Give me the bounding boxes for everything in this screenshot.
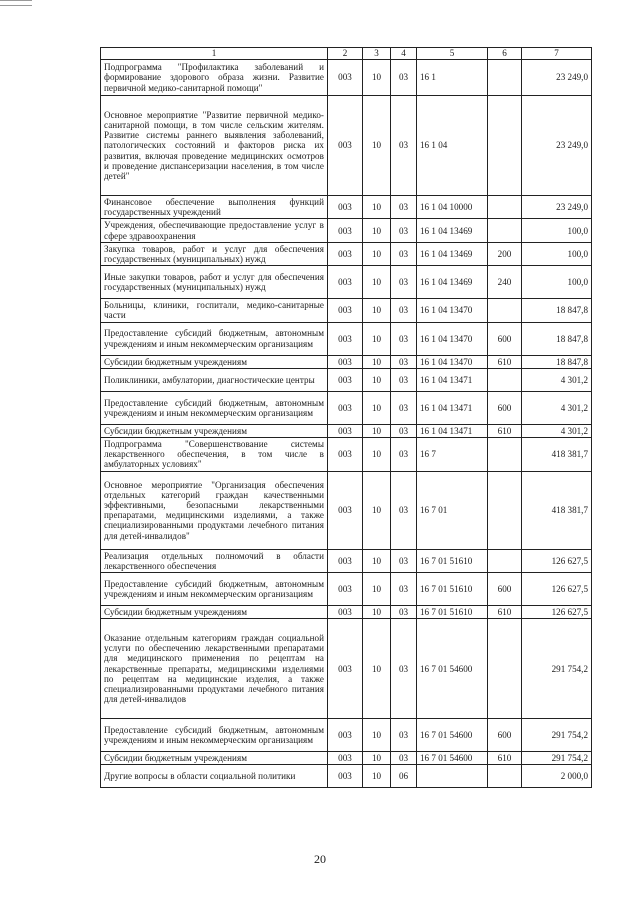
row-target-article: 16 1 04 13470 [417, 355, 488, 368]
row-section-code: 10 [363, 242, 391, 265]
row-name-cell: Субсидии бюджетным учреждениям [101, 424, 328, 437]
row-section-code: 10 [363, 60, 391, 96]
row-expense-type: 200 [488, 242, 522, 265]
row-expense-type [488, 765, 522, 788]
row-ved-code: 003 [328, 438, 363, 472]
table-row [101, 299, 592, 322]
row-expense-type: 600 [488, 719, 522, 752]
table-row [101, 219, 592, 242]
row-section-code: 10 [363, 299, 391, 322]
row-expense-type [488, 219, 522, 242]
row-ved-code: 003 [328, 355, 363, 368]
row-name-cell: Учреждения, обеспечивающие предоставление услуг в сфере здравоохранения [101, 219, 328, 242]
row-subsection-code: 03 [391, 424, 417, 437]
row-expense-type [488, 438, 522, 472]
row-section-code: 10 [363, 322, 391, 355]
row-target-article: 16 7 01 51610 [417, 573, 488, 606]
row-amount: 291 754,2 [522, 619, 592, 719]
row-target-article [417, 765, 488, 788]
row-target-article: 16 1 04 13469 [417, 242, 488, 265]
row-section-code: 10 [363, 355, 391, 368]
table-row [101, 752, 592, 765]
table-row [101, 438, 592, 472]
row-section-code: 10 [363, 606, 391, 619]
row-name-cell: Субсидии бюджетным учреждениям [101, 606, 328, 619]
row-subsection-code: 03 [391, 60, 417, 96]
row-ved-code: 003 [328, 219, 363, 242]
row-ved-code: 003 [328, 549, 363, 572]
row-target-article: 16 1 [417, 60, 488, 96]
row-section-code: 10 [363, 391, 391, 424]
row-subsection-code: 03 [391, 266, 417, 299]
row-ved-code: 003 [328, 765, 363, 788]
row-expense-type: 600 [488, 573, 522, 606]
row-subsection-code: 03 [391, 355, 417, 368]
row-target-article: 16 7 01 51610 [417, 606, 488, 619]
row-target-article: 16 7 01 51610 [417, 549, 488, 572]
table-row [101, 573, 592, 606]
header-cell-5: 5 [417, 48, 488, 60]
row-ved-code: 003 [328, 573, 363, 606]
row-expense-type [488, 196, 522, 219]
table-row [101, 355, 592, 368]
header-cell-3: 3 [363, 48, 391, 60]
row-expense-type: 610 [488, 424, 522, 437]
row-target-article: 16 1 04 13471 [417, 424, 488, 437]
row-amount: 4 301,2 [522, 368, 592, 391]
row-name-cell: Основное мероприятие "Развитие первичной медико-санитарной помощи, в том числе сельским жителям. Развитие системы раннего выявления заболеваний, патологических состояний и факторов риска их развития, включая проведение медицинских осмотров и проведение диспансеризации населения, в том числе детей" [101, 96, 328, 196]
header-cell-4: 4 [391, 48, 417, 60]
row-subsection-code: 03 [391, 619, 417, 719]
row-name-cell: Закупка товаров, работ и услуг для обеспечения государственных (муниципальных) нужд [101, 242, 328, 265]
row-subsection-code: 03 [391, 391, 417, 424]
row-subsection-code: 03 [391, 96, 417, 196]
row-ved-code: 003 [328, 424, 363, 437]
row-subsection-code: 03 [391, 322, 417, 355]
row-expense-type: 610 [488, 355, 522, 368]
row-expense-type: 610 [488, 606, 522, 619]
row-amount: 100,0 [522, 266, 592, 299]
row-section-code: 10 [363, 96, 391, 196]
row-section-code: 10 [363, 438, 391, 472]
row-expense-type [488, 96, 522, 196]
table-header-row [101, 48, 592, 60]
row-amount: 291 754,2 [522, 719, 592, 752]
row-amount: 18 847,8 [522, 299, 592, 322]
row-amount: 2 000,0 [522, 765, 592, 788]
row-name-cell: Предоставление субсидий бюджетным, автономным учреждениям и иным некоммерческим организациям [101, 573, 328, 606]
row-subsection-code: 03 [391, 606, 417, 619]
row-ved-code: 003 [328, 196, 363, 219]
row-amount: 100,0 [522, 219, 592, 242]
row-expense-type [488, 549, 522, 572]
row-expense-type [488, 299, 522, 322]
row-section-code: 10 [363, 266, 391, 299]
row-subsection-code: 03 [391, 752, 417, 765]
row-name-cell: Больницы, клиники, госпитали, медико-санитарные части [101, 299, 328, 322]
row-ved-code: 003 [328, 322, 363, 355]
row-amount: 23 249,0 [522, 96, 592, 196]
row-subsection-code: 03 [391, 219, 417, 242]
row-name-cell: Финансовое обеспечение выполнения функций государственных учреждений [101, 196, 328, 219]
row-ved-code: 003 [328, 266, 363, 299]
table-row [101, 196, 592, 219]
row-ved-code: 003 [328, 471, 363, 549]
row-target-article: 16 7 01 [417, 471, 488, 549]
table-row [101, 765, 592, 788]
row-section-code: 10 [363, 219, 391, 242]
row-amount: 18 847,8 [522, 322, 592, 355]
row-amount: 418 381,7 [522, 471, 592, 549]
table-row [101, 619, 592, 719]
row-subsection-code: 03 [391, 196, 417, 219]
row-target-article: 16 7 [417, 438, 488, 472]
row-subsection-code: 03 [391, 549, 417, 572]
table-row [101, 391, 592, 424]
row-expense-type [488, 619, 522, 719]
row-section-code: 10 [363, 573, 391, 606]
row-amount: 4 301,2 [522, 391, 592, 424]
row-section-code: 10 [363, 619, 391, 719]
row-subsection-code: 03 [391, 438, 417, 472]
row-name-cell: Предоставление субсидий бюджетным, автономным учреждениям и иным некоммерческим организациям [101, 719, 328, 752]
row-name-cell: Реализация отдельных полномочий в области лекарственного обеспечения [101, 549, 328, 572]
row-expense-type: 600 [488, 391, 522, 424]
row-expense-type: 610 [488, 752, 522, 765]
row-ved-code: 003 [328, 299, 363, 322]
row-target-article: 16 1 04 13471 [417, 368, 488, 391]
row-ved-code: 003 [328, 242, 363, 265]
row-amount: 126 627,5 [522, 573, 592, 606]
row-section-code: 10 [363, 368, 391, 391]
row-amount: 126 627,5 [522, 549, 592, 572]
row-name-cell: Субсидии бюджетным учреждениям [101, 752, 328, 765]
header-cell-7: 7 [522, 48, 592, 60]
row-subsection-code: 03 [391, 471, 417, 549]
table-row [101, 549, 592, 572]
row-ved-code: 003 [328, 619, 363, 719]
row-expense-type: 600 [488, 322, 522, 355]
row-ved-code: 003 [328, 606, 363, 619]
table-row [101, 424, 592, 437]
row-target-article: 16 1 04 13470 [417, 299, 488, 322]
budget-table [100, 47, 592, 788]
row-amount: 100,0 [522, 242, 592, 265]
row-ved-code: 003 [328, 719, 363, 752]
row-name-cell: Подпрограмма "Совершенствование системы лекарственного обеспечения, в том числе в амбулаторных условиях" [101, 438, 328, 472]
row-name-cell: Оказание отдельным категориям граждан социальной услуги по обеспечению лекарственными препаратами для медицинского применения по рецептам на лекарственные препараты, медицинскими изделиями по рецептам на медицинские изделия, а также специализированными продуктами лечебного питания для детей-инвалидов [101, 619, 328, 719]
table-row [101, 719, 592, 752]
row-section-code: 10 [363, 719, 391, 752]
row-amount: 18 847,8 [522, 355, 592, 368]
row-name-cell: Иные закупки товаров, работ и услуг для обеспечения государственных (муниципальных) нужд [101, 266, 328, 299]
row-subsection-code: 03 [391, 368, 417, 391]
table-row [101, 96, 592, 196]
row-ved-code: 003 [328, 752, 363, 765]
row-subsection-code: 03 [391, 573, 417, 606]
row-name-cell: Субсидии бюджетным учреждениям [101, 355, 328, 368]
row-ved-code: 003 [328, 391, 363, 424]
scan-corner-mark [0, 0, 32, 6]
row-target-article: 16 1 04 13471 [417, 391, 488, 424]
header-cell-1: 1 [101, 48, 328, 60]
row-name-cell: Другие вопросы в области социальной политики [101, 765, 328, 788]
table-row [101, 322, 592, 355]
row-subsection-code: 03 [391, 242, 417, 265]
table-row [101, 368, 592, 391]
row-ved-code: 003 [328, 60, 363, 96]
row-target-article: 16 1 04 10000 [417, 196, 488, 219]
row-name-cell: Основное мероприятие "Организация обеспечения отдельных категорий граждан качественными эффективными, безопасными лекарственными препаратами, медицинскими изделиями, а также специализированными продуктами лечебного питания для детей-инвалидов" [101, 471, 328, 549]
row-name-cell: Поликлиники, амбулатории, диагностические центры [101, 368, 328, 391]
row-name-cell: Подпрограмма "Профилактика заболеваний и формирование здорового образа жизни. Развитие первичной медико-санитарной помощи" [101, 60, 328, 96]
row-ved-code: 003 [328, 96, 363, 196]
row-amount: 4 301,2 [522, 424, 592, 437]
row-subsection-code: 03 [391, 719, 417, 752]
row-target-article: 16 7 01 54600 [417, 719, 488, 752]
row-amount: 23 249,0 [522, 60, 592, 96]
row-section-code: 10 [363, 424, 391, 437]
row-section-code: 10 [363, 549, 391, 572]
row-target-article: 16 1 04 13470 [417, 322, 488, 355]
row-section-code: 10 [363, 752, 391, 765]
row-target-article: 16 1 04 13469 [417, 266, 488, 299]
row-expense-type [488, 60, 522, 96]
row-name-cell: Предоставление субсидий бюджетным, автономным учреждениям и иным некоммерческим организациям [101, 322, 328, 355]
row-expense-type [488, 471, 522, 549]
row-target-article: 16 1 04 [417, 96, 488, 196]
row-section-code: 10 [363, 765, 391, 788]
row-subsection-code: 06 [391, 765, 417, 788]
row-expense-type: 240 [488, 266, 522, 299]
row-subsection-code: 03 [391, 299, 417, 322]
row-expense-type [488, 368, 522, 391]
row-amount: 23 249,0 [522, 196, 592, 219]
table-row [101, 60, 592, 96]
row-ved-code: 003 [328, 368, 363, 391]
row-section-code: 10 [363, 196, 391, 219]
row-target-article: 16 7 01 54600 [417, 619, 488, 719]
row-amount: 418 381,7 [522, 438, 592, 472]
table-row [101, 471, 592, 549]
header-cell-6: 6 [488, 48, 522, 60]
row-target-article: 16 1 04 13469 [417, 219, 488, 242]
table-row [101, 266, 592, 299]
table-row [101, 242, 592, 265]
header-cell-2: 2 [328, 48, 363, 60]
table-row [101, 606, 592, 619]
row-section-code: 10 [363, 471, 391, 549]
row-name-cell: Предоставление субсидий бюджетным, автономным учреждениям и иным некоммерческим организациям [101, 391, 328, 424]
row-amount: 291 754,2 [522, 752, 592, 765]
page-number: 20 [314, 852, 326, 866]
row-amount: 126 627,5 [522, 606, 592, 619]
row-target-article: 16 7 01 54600 [417, 752, 488, 765]
